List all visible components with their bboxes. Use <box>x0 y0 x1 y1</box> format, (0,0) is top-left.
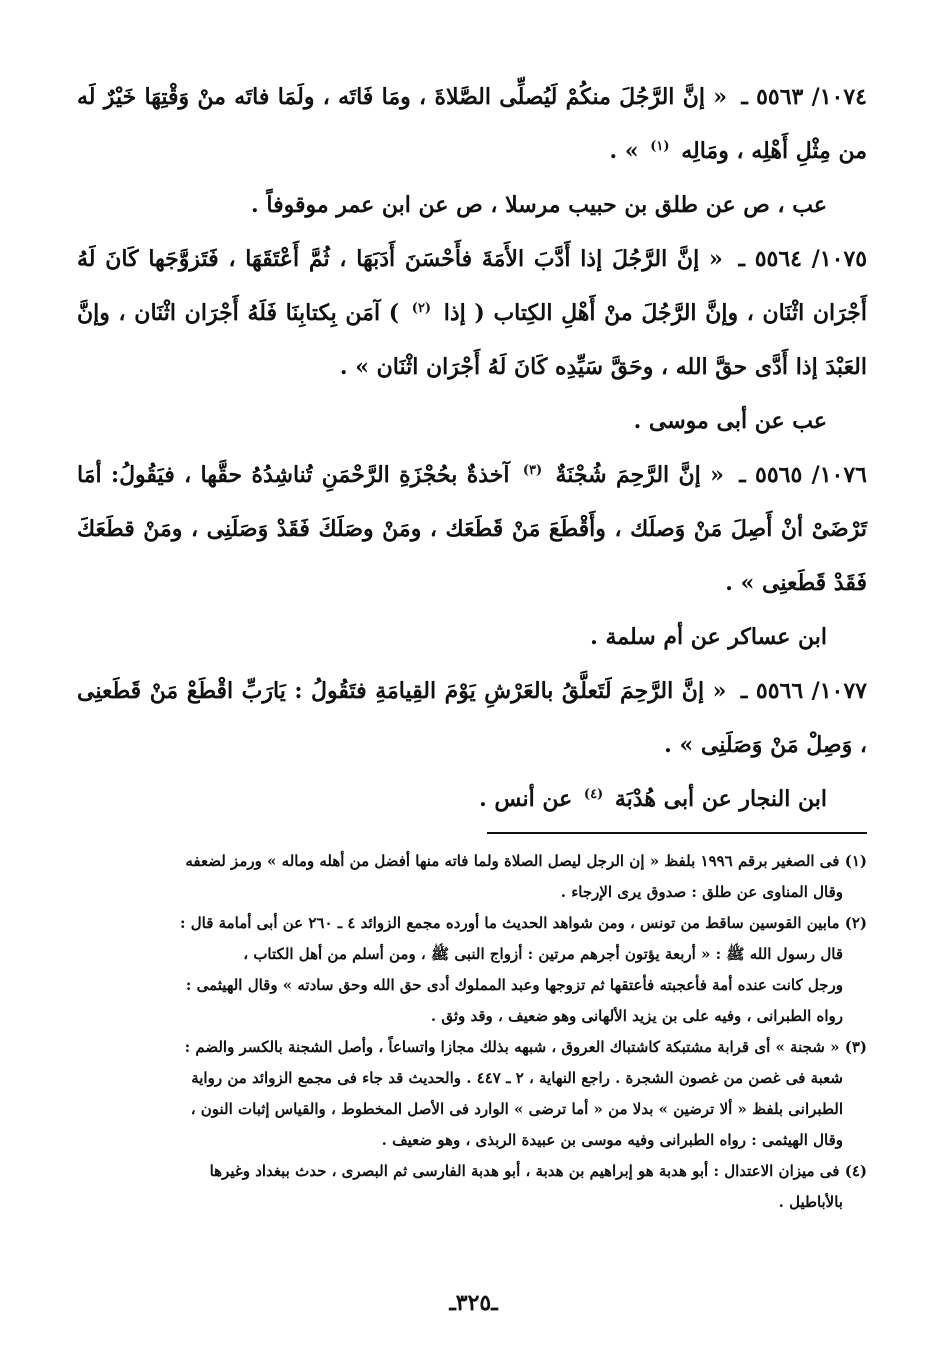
footnote-label: (٣) <box>844 1038 867 1056</box>
footnote-line: الطبرانى بلفظ « ألا ترضين » بدلا من « أما ترضى » الوارد فى الأصل المخطوط ، والقياس إثبات النون ، <box>190 1100 843 1118</box>
footnote-ref-3[interactable]: (٣) <box>522 462 543 478</box>
footnote-ref-2[interactable]: (٢) <box>411 300 432 316</box>
source-text: ابن النجار عن أبى هُدْبَة <box>614 786 827 812</box>
main-text <box>77 70 867 826</box>
hadith-1074 <box>77 70 867 178</box>
hadith-1075 <box>77 232 867 394</box>
hadith-number: ١٠٧٦/ ٥٥٦٥ ـ <box>739 462 867 488</box>
source-text-end: عن أنس . <box>479 786 573 812</box>
footnote-line: قال رسول الله ﷺ : « أربعة يؤتون أجرهم مرتين : أزواج النبى ﷺ ، ومن أسلم من أهل الكتاب ، <box>243 945 843 963</box>
footnotes <box>77 846 867 1218</box>
footnote-line: شعبة فى غصن من غصون الشجرة . راجع النهاية ، ٢ ـ ٤٤٧ . والحديث قد جاء فى مجمع الزوائد من رواية <box>191 1069 843 1087</box>
footnote-ref-1[interactable]: (١) <box>650 138 670 154</box>
footnote-label: (١) <box>844 852 867 870</box>
hadith-text: « إنَّ الرَّجُلَ إذا أَدَّبَ الأَمَةَ فأَحْسَنَ أَدَبَهَا ، ثُمَّ أَعْتَقَهَا ، فَتَزوَّجَها كَانَ لَهُ أَجْرَان اثْنَان ، وإنَّ الرَّجُلَ منْ أَهْلِ الكِتاب ( إذا <box>77 246 867 326</box>
hadith-1076 <box>77 448 867 610</box>
hadith-number: ١٠٧٤/ ٥٥٦٣ ـ <box>741 84 867 110</box>
hadith-number: ١٠٧٧/ ٥٥٦٦ ـ <box>740 678 867 704</box>
hadith-source: ابن عساكر عن أم سلمة . <box>590 624 827 650</box>
hadith-text-end: » . <box>609 138 639 164</box>
footnote-2 <box>77 908 867 1032</box>
hadith-source <box>77 772 867 826</box>
footnote-3 <box>77 1032 867 1156</box>
footnote-line: فى ميزان الاعتدال : أبو هدبة هو إبراهيم بن هدبة ، أبو هدبة الفارسى ثم البصرى ، حدث ببغداد وغيرها <box>209 1162 840 1180</box>
footnote-4 <box>77 1156 867 1218</box>
hadith-1077 <box>77 664 867 772</box>
footnote-line: رواه الطبرانى ، وفيه على بن يزيد الألهانى وهو ضعيف ، وقد وثق . <box>430 1007 843 1025</box>
footnote-divider <box>487 832 867 834</box>
footnote-label: (٢) <box>844 914 867 932</box>
hadith-source: عب ، ص عن طلق بن حبيب مرسلا ، ص عن ابن عمر موقوفاً . <box>251 192 827 218</box>
footnote-line: مابين القوسين ساقط من تونس ، ومن شواهد الحديث ما أورده مجمع الزوائد ٤ ـ ٢٦٠ عن أبى أمامة قال : <box>179 914 840 932</box>
footnote-1 <box>77 846 867 908</box>
footnote-line: فى الصغير برقم ١٩٩٦ بلفظ « إن الرجل ليصل الصلاة ولما فاته منها أفضل من أهله وماله » ورمز لضعفه <box>185 852 840 870</box>
hadith-text: « إنَّ الرَّجُلَ منكُمْ لَيُصلِّى الصَّلاةَ ، ومَا فَاتَه ، ولَمَا فاتَه منْ وَقْتِهَا خَيْرٌ لَه من مِثْلِ أَهْلِه ، ومَالِه <box>77 84 867 164</box>
hadith-text-end: ) آمَن بِكتابِنَا فَلَهُ أَجْرَان اثْنَان ، وإنَّ العَبْدَ إذا أَدَّى حقَّ الله ، وحَقَّ سَيِّدِه كَانَ لَهُ أَجْرَان اثْنَان » . <box>77 300 867 380</box>
footnote-line: وقال الهيثمى : رواه الطبرانى وفيه موسى بن عبيدة الربذى ، وهو ضعيف . <box>381 1131 843 1149</box>
footnote-line: وقال المناوى عن طلق : صدوق يرى الإرجاء . <box>560 883 843 901</box>
footnote-line: « شجنة » أى قرابة مشتبكة كاشتباك العروق ، شبهه بذلك مجازا واتساعاً ، وأصل الشجنة بالكسر والضم : <box>184 1038 840 1056</box>
footnote-label: (٤) <box>844 1162 867 1180</box>
page-number: ـ٣٢٥ـ <box>449 1290 498 1316</box>
hadith-source: عب عن أبى موسى . <box>633 408 827 434</box>
footnote-line: بالأباطيل . <box>778 1193 843 1211</box>
footnote-line: ورجل كانت عنده أمة فأعجبته فأعتقها ثم تزوجها وعبد المملوك أدى حق الله وحق سادته » وقال الهيثمى : <box>185 976 843 994</box>
hadith-text-end: آخذةٌ بحُجْزَةِ الرَّحْمَنِ تُناشِدُهُ حقَّها ، فيَقُولُ: أمَا تَرْضَىْ أنْ أَصِلَ مَنْ وَصلَك ، وأَقْطَعَ مَنْ قَطَعَك ، ومَنْ وصَلَكَ فَقَدْ وَصَلَنِى ، ومَنْ قطَعَكَ فَقَدْ قَطَعنِى » . <box>77 462 867 596</box>
hadith-number: ١٠٧٥/ ٥٥٦٤ ـ <box>738 246 868 272</box>
hadith-text: « إنَّ الرَّحِمَ شُجْنَةٌ <box>555 462 724 488</box>
hadith-text: « إنَّ الرَّحِمَ لَتَعلَّقُ بالعَرْشِ يَوْمَ القِيامَةِ فتَقُولُ : يَارَبِّ اقْطَعْ مَنْ قَطَعنِى ، وَصِلْ مَنْ وَصَلَنِى » . <box>77 678 867 758</box>
footnote-ref-4[interactable]: (٤) <box>583 786 604 802</box>
